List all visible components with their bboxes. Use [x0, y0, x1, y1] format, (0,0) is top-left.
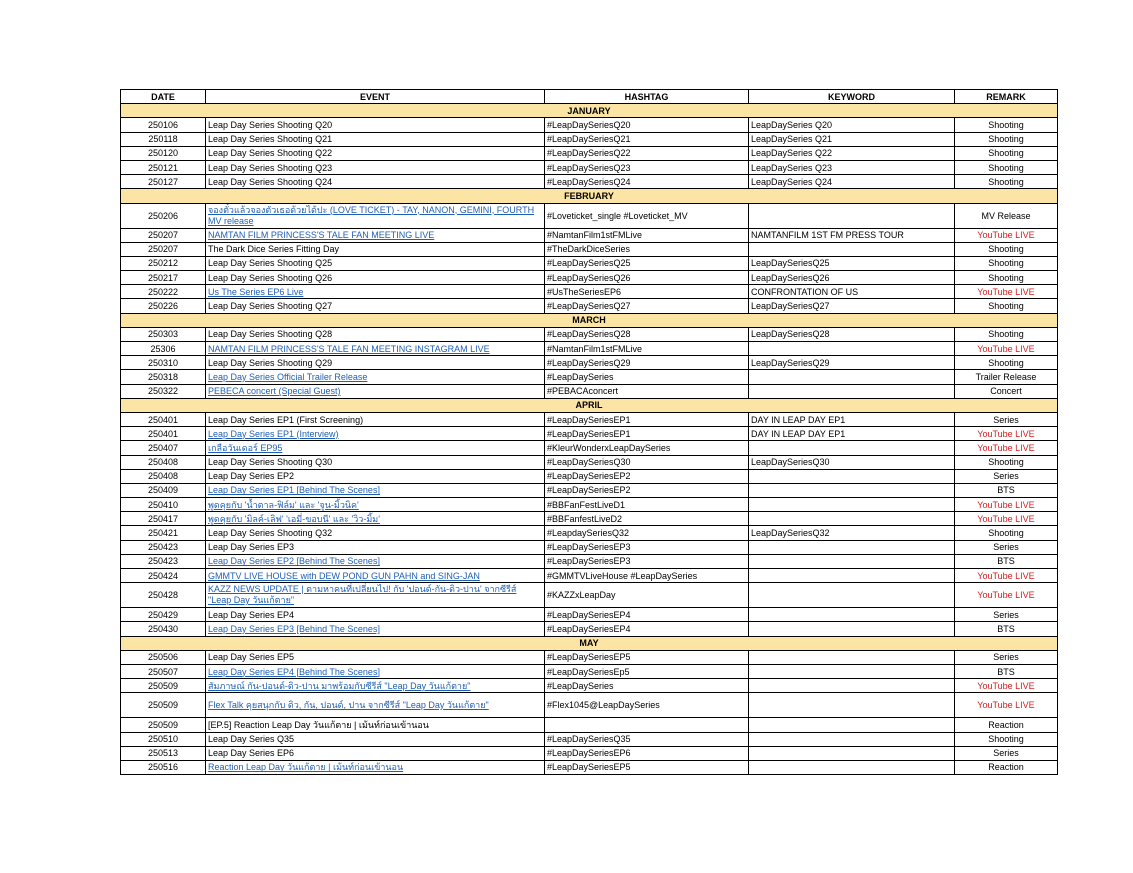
hashtag-cell: #LeapDaySeriesQ28 [545, 327, 749, 341]
hashtag-cell: #LeapDaySeriesEP4 [545, 622, 749, 636]
hashtag-cell: #Loveticket_single #Loveticket_MV [545, 203, 749, 228]
date-cell: 250118 [121, 132, 206, 146]
hashtag-cell: #LeapDaySeriesEP5 [545, 650, 749, 664]
event-cell: The Dark Dice Series Fitting Day [206, 242, 545, 256]
event-cell: Leap Day Series EP6 [206, 746, 545, 760]
event-cell: Leap Day Series Shooting Q23 [206, 160, 545, 174]
keyword-cell [749, 483, 955, 497]
event-cell: Leap Day Series Shooting Q24 [206, 175, 545, 189]
event-link[interactable]: สัมภาษณ์ กัน-ปอนด์-ดิว-ปาน มาพร้อมกับซีรีส์ "Leap Day วันแก้ตาย" [208, 680, 471, 691]
date-cell: 250430 [121, 622, 206, 636]
remark-cell: Shooting [955, 132, 1058, 146]
hashtag-cell: #LeapDaySeriesQ35 [545, 732, 749, 746]
event-cell: Leap Day Series EP4 [206, 608, 545, 622]
remark-cell: Series [955, 746, 1058, 760]
schedule-table [120, 89, 1058, 775]
hashtag-cell: #LeapDaySeriesEP1 [545, 412, 749, 426]
event-cell [206, 693, 545, 718]
date-cell: 250127 [121, 175, 206, 189]
hashtag-cell: #LeapDaySeriesQ30 [545, 455, 749, 469]
event-link[interactable]: Us The Series EP6 Live [208, 286, 304, 297]
hashtag-cell: #LeapDaySeriesQ29 [545, 356, 749, 370]
remark-cell: YouTube LIVE [955, 569, 1058, 583]
remark-cell: Shooting [955, 175, 1058, 189]
hashtag-cell: #LeapDaySeriesEP5 [545, 760, 749, 774]
hashtag-cell: #LeapDaySeriesEP3 [545, 554, 749, 568]
keyword-cell [749, 664, 955, 678]
table-row [121, 427, 1058, 441]
event-link[interactable]: พูดคุยกับ 'น้ำตาล-ฟิล์ม' และ 'จูน-มิ้วนิค' [208, 499, 359, 510]
table-row [121, 554, 1058, 568]
event-cell: Leap Day Series Shooting Q32 [206, 526, 545, 540]
table-row [121, 412, 1058, 426]
table-row [121, 455, 1058, 469]
remark-cell: Shooting [955, 271, 1058, 285]
remark-cell: Shooting [955, 160, 1058, 174]
hashtag-cell: #NamtanFilm1stFMLive [545, 342, 749, 356]
event-link[interactable]: NAMTAN FILM PRINCESS'S TALE FAN MEETING LIVE [208, 230, 435, 241]
table-row [121, 256, 1058, 270]
remark-cell: Shooting [955, 356, 1058, 370]
table-row [121, 203, 1058, 228]
event-cell: Leap Day Series EP5 [206, 650, 545, 664]
event-link[interactable]: Leap Day Series Official Trailer Release [208, 371, 368, 382]
keyword-cell: NAMTANFILM 1ST FM PRESS TOUR [749, 228, 955, 242]
remark-cell: YouTube LIVE [955, 583, 1058, 608]
remark-cell: Shooting [955, 455, 1058, 469]
event-link[interactable]: KAZZ NEWS UPDATE | ตามหาคนที่เปลี่ยนไป! กับ 'ปอนด์-กัน-ดิว-ปาน' จากซีรีส์ "Leap Day วันแก้ตาย" [208, 584, 517, 606]
remark-cell: YouTube LIVE [955, 498, 1058, 512]
remark-cell: Series [955, 412, 1058, 426]
keyword-cell [749, 583, 955, 608]
keyword-cell [749, 498, 955, 512]
hashtag-cell: #LeapDaySeriesQ27 [545, 299, 749, 313]
keyword-cell [749, 203, 955, 228]
table-row [121, 732, 1058, 746]
remark-cell: BTS [955, 483, 1058, 497]
month-label: JANUARY [121, 104, 1058, 118]
month-row-february [121, 189, 1058, 203]
event-cell [206, 203, 545, 228]
table-row [121, 384, 1058, 398]
table-row [121, 118, 1058, 132]
event-cell: Leap Day Series Shooting Q29 [206, 356, 545, 370]
keyword-cell: DAY IN LEAP DAY EP1 [749, 427, 955, 441]
date-cell: 250513 [121, 746, 206, 760]
event-cell [206, 370, 545, 384]
table-row [121, 760, 1058, 774]
event-cell: Leap Day Series Shooting Q27 [206, 299, 545, 313]
event-cell [206, 342, 545, 356]
table-row [121, 469, 1058, 483]
keyword-cell: LeapDaySeries Q20 [749, 118, 955, 132]
event-link[interactable]: Flex Talk คุยสนุกกับ ดิว, กัน, ปอนด์, ปาน จากซีรีส์ "Leap Day วันแก้ตาย" [208, 699, 489, 710]
event-cell [206, 512, 545, 526]
hashtag-cell: #LeapDaySeriesQ22 [545, 146, 749, 160]
month-row-january [121, 104, 1058, 118]
date-cell: 250207 [121, 242, 206, 256]
table-row [121, 356, 1058, 370]
event-cell [206, 679, 545, 693]
keyword-cell [749, 693, 955, 718]
event-link[interactable]: GMMTV LIVE HOUSE with DEW POND GUN PAHN and SING-JAN [208, 570, 480, 581]
date-cell: 250310 [121, 356, 206, 370]
keyword-cell: LeapDaySeriesQ25 [749, 256, 955, 270]
keyword-cell: LeapDaySeries Q21 [749, 132, 955, 146]
hashtag-cell: #LeapDaySeriesEP1 [545, 427, 749, 441]
table-row [121, 608, 1058, 622]
event-cell [206, 569, 545, 583]
hashtag-cell: #Flex1045@LeapDaySeries [545, 693, 749, 718]
date-cell: 250428 [121, 583, 206, 608]
date-cell: 250401 [121, 412, 206, 426]
table-row [121, 228, 1058, 242]
month-row-march [121, 313, 1058, 327]
header-row [121, 90, 1058, 104]
date-cell: 250516 [121, 760, 206, 774]
hashtag-cell: #LeapDaySeriesEp5 [545, 664, 749, 678]
keyword-cell: LeapDaySeriesQ28 [749, 327, 955, 341]
event-cell: Leap Day Series EP1 (First Screening) [206, 412, 545, 426]
event-link[interactable]: เกลือวันเดอร์ EP95 [208, 442, 283, 453]
date-cell: 250409 [121, 483, 206, 497]
date-cell: 250423 [121, 540, 206, 554]
event-cell: Leap Day Series Shooting Q28 [206, 327, 545, 341]
table-row [121, 583, 1058, 608]
event-cell [206, 228, 545, 242]
remark-cell: Trailer Release [955, 370, 1058, 384]
event-cell [206, 583, 545, 608]
table-row [121, 540, 1058, 554]
keyword-cell [749, 370, 955, 384]
date-cell: 250423 [121, 554, 206, 568]
remark-cell: Shooting [955, 526, 1058, 540]
column-header-keyword: KEYWORD [749, 90, 955, 104]
table-row [121, 622, 1058, 636]
hashtag-cell: #GMMTVLiveHouse #LeapDaySeries [545, 569, 749, 583]
keyword-cell: LeapDaySeriesQ32 [749, 526, 955, 540]
hashtag-cell: #KleurWonderxLeapDaySeries [545, 441, 749, 455]
table-row [121, 242, 1058, 256]
remark-cell: Shooting [955, 299, 1058, 313]
remark-cell: YouTube LIVE [955, 228, 1058, 242]
month-row-april [121, 398, 1058, 412]
table-row [121, 526, 1058, 540]
hashtag-cell: #LeapDaySeries [545, 370, 749, 384]
event-cell [206, 664, 545, 678]
event-link[interactable]: พูดคุยกับ 'มิลค์-เลิฟ' 'เอมี่-ขอบนี' และ 'วิว-มิ้ม' [208, 513, 380, 524]
schedule-body [121, 104, 1058, 775]
event-cell: Leap Day Series Q35 [206, 732, 545, 746]
event-link[interactable]: Leap Day Series EP3 [Behind The Scenes] [208, 623, 380, 634]
keyword-cell [749, 469, 955, 483]
event-link[interactable]: Leap Day Series EP1 [Behind The Scenes] [208, 485, 380, 496]
month-label: MAY [121, 636, 1058, 650]
remark-cell: Shooting [955, 327, 1058, 341]
date-cell: 250509 [121, 718, 206, 732]
keyword-cell [749, 554, 955, 568]
table-row [121, 299, 1058, 313]
table-row [121, 679, 1058, 693]
hashtag-cell: #BBFanFestLiveD1 [545, 498, 749, 512]
keyword-cell [749, 608, 955, 622]
event-cell [206, 441, 545, 455]
event-cell [206, 427, 545, 441]
event-link[interactable]: Leap Day Series EP2 [Behind The Scenes] [208, 556, 380, 567]
date-cell: 250408 [121, 455, 206, 469]
keyword-cell: LeapDaySeriesQ26 [749, 271, 955, 285]
keyword-cell: LeapDaySeries Q23 [749, 160, 955, 174]
hashtag-cell: #LeapDaySeriesEP2 [545, 483, 749, 497]
remark-cell: YouTube LIVE [955, 512, 1058, 526]
date-cell: 250217 [121, 271, 206, 285]
remark-cell: Shooting [955, 118, 1058, 132]
event-link[interactable]: จองตั๋วแล้วจองตัวเธอด้วยได้ปะ (LOVE TICKET) - TAY, NANON, GEMINI, FOURTH MV release [208, 204, 535, 226]
keyword-cell [749, 650, 955, 664]
table-row [121, 498, 1058, 512]
date-cell: 250207 [121, 228, 206, 242]
date-cell: 250226 [121, 299, 206, 313]
event-link[interactable]: Leap Day Series EP4 [Behind The Scenes] [208, 666, 380, 677]
column-header-hashtag: HASHTAG [545, 90, 749, 104]
date-cell: 25306 [121, 342, 206, 356]
column-header-remark: REMARK [955, 90, 1058, 104]
hashtag-cell: #LeapDaySeriesEP4 [545, 608, 749, 622]
keyword-cell [749, 540, 955, 554]
hashtag-cell: #LeapDaySeries [545, 679, 749, 693]
keyword-cell: LeapDaySeries Q24 [749, 175, 955, 189]
event-cell: [EP.5] Reaction Leap Day วันแก้ตาย | เม้นท์ก่อนเข้านอน [206, 718, 545, 732]
date-cell: 250318 [121, 370, 206, 384]
remark-cell: YouTube LIVE [955, 427, 1058, 441]
table-row [121, 718, 1058, 732]
date-cell: 250212 [121, 256, 206, 270]
event-cell [206, 384, 545, 398]
date-cell: 250509 [121, 679, 206, 693]
date-cell: 250121 [121, 160, 206, 174]
date-cell: 250401 [121, 427, 206, 441]
month-label: MARCH [121, 313, 1058, 327]
hashtag-cell: #LeapdaySeriesQ32 [545, 526, 749, 540]
keyword-cell: LeapDaySeries Q22 [749, 146, 955, 160]
date-cell: 250421 [121, 526, 206, 540]
hashtag-cell: #LeapDaySeriesQ24 [545, 175, 749, 189]
keyword-cell [749, 384, 955, 398]
hashtag-cell: #UsTheSeriesEP6 [545, 285, 749, 299]
hashtag-cell: #LeapDaySeriesEP3 [545, 540, 749, 554]
hashtag-cell: #KAZZxLeapDay [545, 583, 749, 608]
event-cell: Leap Day Series Shooting Q26 [206, 271, 545, 285]
keyword-cell: LeapDaySeriesQ30 [749, 455, 955, 469]
hashtag-cell: #LeapDaySeriesQ23 [545, 160, 749, 174]
date-cell: 250510 [121, 732, 206, 746]
table-row [121, 746, 1058, 760]
remark-cell: Series [955, 540, 1058, 554]
table-row [121, 271, 1058, 285]
keyword-cell [749, 746, 955, 760]
column-header-date: DATE [121, 90, 206, 104]
hashtag-cell: #LeapDaySeriesEP2 [545, 469, 749, 483]
date-cell: 250322 [121, 384, 206, 398]
remark-cell: Series [955, 608, 1058, 622]
event-link[interactable]: NAMTAN FILM PRINCESS'S TALE FAN MEETING INSTAGRAM LIVE [208, 343, 490, 354]
keyword-cell: LeapDaySeriesQ27 [749, 299, 955, 313]
date-cell: 250506 [121, 650, 206, 664]
keyword-cell [749, 622, 955, 636]
remark-cell: BTS [955, 622, 1058, 636]
date-cell: 250410 [121, 498, 206, 512]
hashtag-cell: #NamtanFilm1stFMLive [545, 228, 749, 242]
date-cell: 250507 [121, 664, 206, 678]
keyword-cell [749, 512, 955, 526]
remark-cell: BTS [955, 554, 1058, 568]
keyword-cell [749, 342, 955, 356]
event-cell [206, 498, 545, 512]
keyword-cell [749, 242, 955, 256]
date-cell: 250424 [121, 569, 206, 583]
date-cell: 250408 [121, 469, 206, 483]
table-row [121, 483, 1058, 497]
event-link[interactable]: Reaction Leap Day วันแก้ตาย | เม้นท์ก่อนเข้านอน [208, 762, 404, 773]
hashtag-cell: #LeapDaySeriesEP6 [545, 746, 749, 760]
table-row [121, 132, 1058, 146]
table-row [121, 664, 1058, 678]
remark-cell: Series [955, 650, 1058, 664]
event-cell: Leap Day Series EP3 [206, 540, 545, 554]
remark-cell: YouTube LIVE [955, 693, 1058, 718]
table-row [121, 512, 1058, 526]
hashtag-cell [545, 718, 749, 732]
table-row [121, 370, 1058, 384]
event-link[interactable]: Leap Day Series EP1 (Interview) [208, 428, 339, 439]
event-cell: Leap Day Series EP2 [206, 469, 545, 483]
event-cell [206, 622, 545, 636]
event-cell: Leap Day Series Shooting Q21 [206, 132, 545, 146]
keyword-cell [749, 718, 955, 732]
remark-cell: Shooting [955, 732, 1058, 746]
remark-cell: Series [955, 469, 1058, 483]
month-row-may [121, 636, 1058, 650]
hashtag-cell: #LeapDaySeriesQ26 [545, 271, 749, 285]
table-row [121, 342, 1058, 356]
hashtag-cell: #TheDarkDiceSeries [545, 242, 749, 256]
remark-cell: Concert [955, 384, 1058, 398]
event-link[interactable]: PEBECA concert (Special Guest) [208, 386, 341, 397]
table-row [121, 175, 1058, 189]
date-cell: 250417 [121, 512, 206, 526]
keyword-cell: CONFRONTATION OF US [749, 285, 955, 299]
remark-cell: BTS [955, 664, 1058, 678]
table-row [121, 160, 1058, 174]
event-cell: Leap Day Series Shooting Q30 [206, 455, 545, 469]
keyword-cell [749, 760, 955, 774]
event-cell: Leap Day Series Shooting Q25 [206, 256, 545, 270]
remark-cell: Reaction [955, 718, 1058, 732]
event-cell: Leap Day Series Shooting Q20 [206, 118, 545, 132]
event-cell [206, 285, 545, 299]
hashtag-cell: #BBFanfestLiveD2 [545, 512, 749, 526]
event-cell [206, 760, 545, 774]
event-cell [206, 483, 545, 497]
remark-cell: MV Release [955, 203, 1058, 228]
remark-cell: YouTube LIVE [955, 679, 1058, 693]
month-label: FEBRUARY [121, 189, 1058, 203]
table-row [121, 569, 1058, 583]
remark-cell: Shooting [955, 146, 1058, 160]
date-cell: 250106 [121, 118, 206, 132]
date-cell: 250303 [121, 327, 206, 341]
keyword-cell [749, 569, 955, 583]
hashtag-cell: #PEBACAconcert [545, 384, 749, 398]
date-cell: 250407 [121, 441, 206, 455]
keyword-cell: DAY IN LEAP DAY EP1 [749, 412, 955, 426]
hashtag-cell: #LeapDaySeriesQ20 [545, 118, 749, 132]
date-cell: 250429 [121, 608, 206, 622]
keyword-cell [749, 732, 955, 746]
remark-cell: YouTube LIVE [955, 342, 1058, 356]
remark-cell: Shooting [955, 256, 1058, 270]
event-cell: Leap Day Series Shooting Q22 [206, 146, 545, 160]
remark-cell: YouTube LIVE [955, 441, 1058, 455]
remark-cell: YouTube LIVE [955, 285, 1058, 299]
date-cell: 250222 [121, 285, 206, 299]
date-cell: 250120 [121, 146, 206, 160]
keyword-cell [749, 441, 955, 455]
remark-cell: Shooting [955, 242, 1058, 256]
hashtag-cell: #LeapDaySeriesQ21 [545, 132, 749, 146]
table-row [121, 441, 1058, 455]
column-header-event: EVENT [206, 90, 545, 104]
table-row [121, 285, 1058, 299]
month-label: APRIL [121, 398, 1058, 412]
remark-cell: Reaction [955, 760, 1058, 774]
keyword-cell: LeapDaySeriesQ29 [749, 356, 955, 370]
date-cell: 250509 [121, 693, 206, 718]
hashtag-cell: #LeapDaySeriesQ25 [545, 256, 749, 270]
date-cell: 250206 [121, 203, 206, 228]
event-cell [206, 554, 545, 568]
table-row [121, 146, 1058, 160]
table-row [121, 650, 1058, 664]
table-row [121, 327, 1058, 341]
table-row [121, 693, 1058, 718]
keyword-cell [749, 679, 955, 693]
